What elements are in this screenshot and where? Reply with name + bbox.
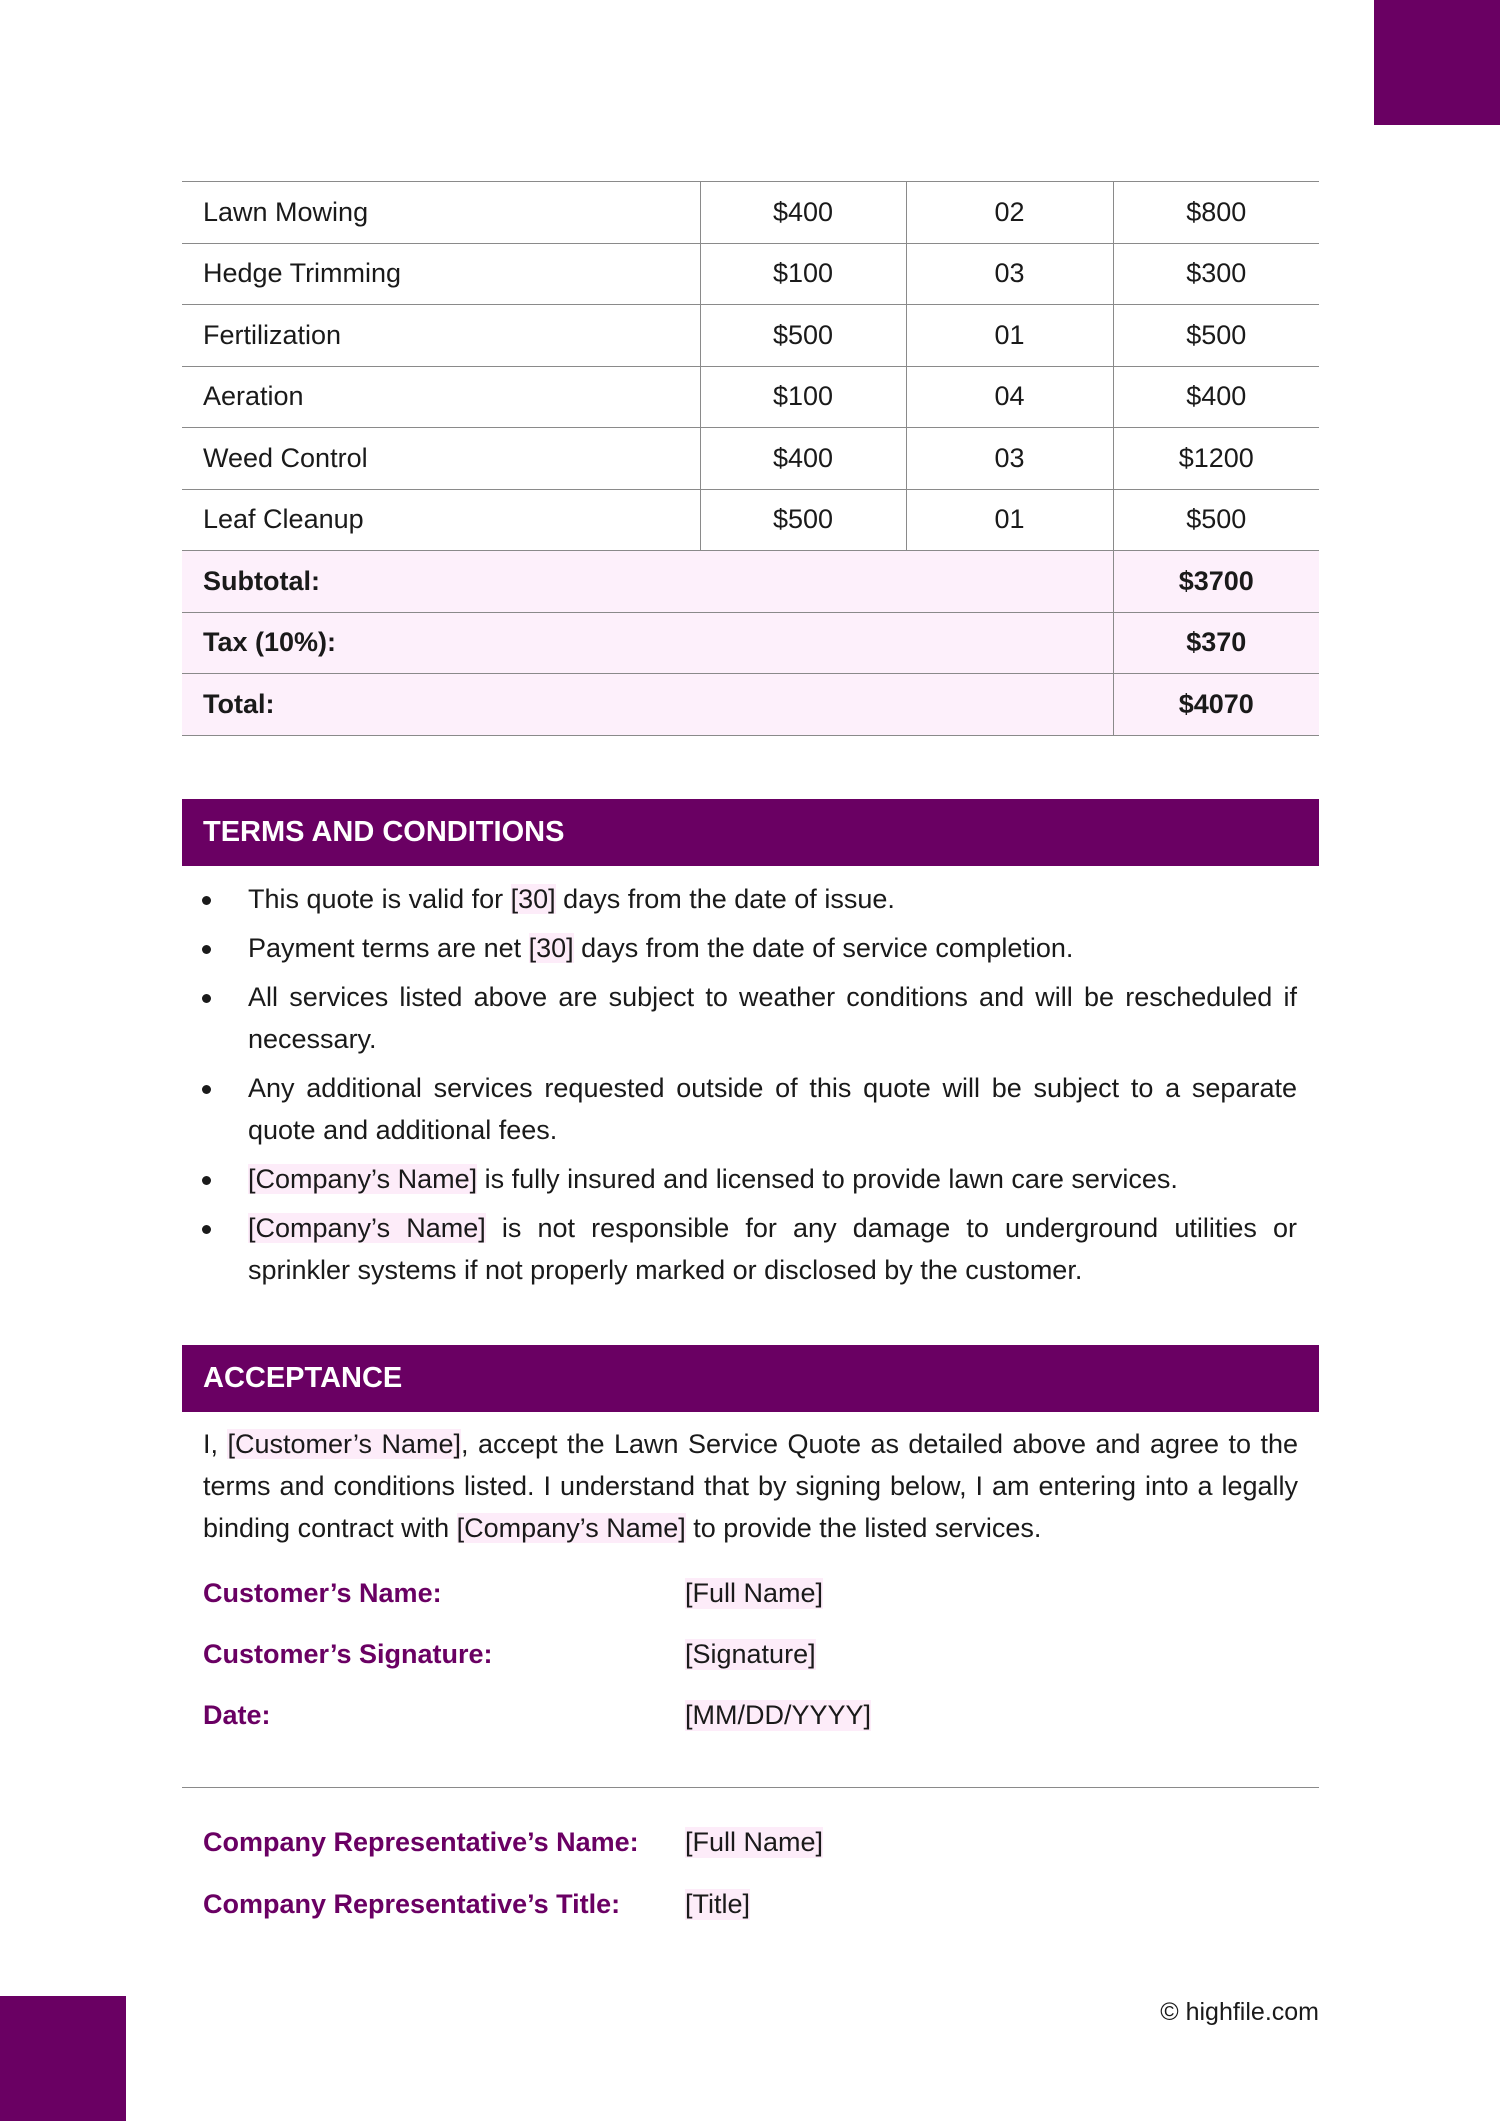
terms-heading: TERMS AND CONDITIONS (182, 799, 1319, 866)
table-row (182, 243, 1319, 305)
service-name: Aeration (182, 366, 700, 428)
list-item (182, 1158, 1297, 1200)
bullet-icon (202, 945, 211, 954)
subtotal-row (182, 551, 1319, 613)
list-item (182, 927, 1297, 969)
service-qty: 02 (906, 182, 1113, 244)
service-qty: 01 (906, 489, 1113, 551)
customer-name-row (203, 1578, 1298, 1618)
service-price: $100 (700, 243, 906, 305)
customer-signature-label: Customer’s Signature: (203, 1639, 493, 1669)
service-name: Fertilization (182, 305, 700, 367)
bullet-icon (202, 1225, 211, 1234)
service-total: $800 (1113, 182, 1319, 244)
service-qty: 03 (906, 243, 1113, 305)
list-item (182, 1067, 1297, 1151)
service-total: $400 (1113, 366, 1319, 428)
service-qty: 03 (906, 428, 1113, 490)
tax-value: $370 (1113, 612, 1319, 674)
acceptance-text: to provide the listed services. (685, 1513, 1042, 1543)
rep-name-row (203, 1827, 1298, 1867)
rep-title-row (203, 1889, 1298, 1929)
customer-signature-row (203, 1639, 1298, 1679)
list-item (182, 976, 1297, 1060)
rep-title-label: Company Representative’s Title: (203, 1889, 621, 1919)
term-text: is not responsible for any damage to underground utilities or sprinkler systems if not properly marked or disclosed by the customer. (248, 1213, 1297, 1285)
service-name: Lawn Mowing (182, 182, 700, 244)
placeholder-company-name[interactable]: [Company’s Name] (248, 1164, 478, 1194)
date-field[interactable]: [MM/DD/YYYY] (685, 1700, 872, 1730)
divider (182, 1787, 1319, 1788)
table-row (182, 489, 1319, 551)
table-row (182, 366, 1319, 428)
date-label: Date: (203, 1700, 271, 1730)
acceptance-heading: ACCEPTANCE (182, 1345, 1319, 1412)
term-text: All services listed above are subject to weather conditions and will be rescheduled if necessary. (248, 982, 1297, 1054)
acceptance-text: , accept the Lawn Service Quote as detailed above and agree to the terms and conditions listed. I understand that by signing below, I am entering into a legally binding contract with (203, 1429, 1298, 1543)
service-price: $500 (700, 305, 906, 367)
list-item (182, 1207, 1297, 1291)
subtotal-label: Subtotal: (182, 551, 1113, 613)
term-text: Any additional services requested outside of this quote will be subject to a separate quote and additional fees. (248, 1073, 1297, 1145)
placeholder-days[interactable]: [30] (528, 933, 574, 963)
placeholder-company-name[interactable]: [Company’s Name] (248, 1213, 486, 1243)
term-text: Payment terms are net (248, 933, 529, 963)
rep-name-field[interactable]: [Full Name] (685, 1827, 824, 1857)
services-table (182, 181, 1319, 736)
service-total: $500 (1113, 489, 1319, 551)
list-item (182, 878, 1297, 920)
table-row (182, 182, 1319, 244)
service-total: $500 (1113, 305, 1319, 367)
table-row (182, 305, 1319, 367)
service-name: Hedge Trimming (182, 243, 700, 305)
service-price: $400 (700, 428, 906, 490)
placeholder-customer-name[interactable]: [Customer’s Name] (227, 1429, 461, 1459)
tax-label: Tax (10%): (182, 612, 1113, 674)
service-price: $400 (700, 182, 906, 244)
bullet-icon (202, 896, 211, 905)
service-total: $300 (1113, 243, 1319, 305)
service-qty: 04 (906, 366, 1113, 428)
bullet-icon (202, 994, 211, 1003)
service-price: $500 (700, 489, 906, 551)
footer-copyright: © highfile.com (1160, 1998, 1319, 2026)
terms-list (182, 878, 1297, 1298)
acceptance-text: I, (203, 1429, 228, 1459)
table-row (182, 428, 1319, 490)
term-text: This quote is valid for (248, 884, 511, 914)
term-text: days from the date of issue. (555, 884, 895, 914)
total-value: $4070 (1113, 674, 1319, 736)
customer-name-label: Customer’s Name: (203, 1578, 442, 1608)
corner-decoration-top-right (1374, 0, 1500, 125)
placeholder-company-name[interactable]: [Company’s Name] (456, 1513, 686, 1543)
service-name: Weed Control (182, 428, 700, 490)
service-qty: 01 (906, 305, 1113, 367)
subtotal-value: $3700 (1113, 551, 1319, 613)
bullet-icon (202, 1085, 211, 1094)
corner-decoration-bottom-left (0, 1996, 126, 2121)
tax-row (182, 612, 1319, 674)
service-total: $1200 (1113, 428, 1319, 490)
acceptance-paragraph (203, 1423, 1298, 1549)
customer-signature-field[interactable]: [Signature] (685, 1639, 816, 1669)
term-text: is fully insured and licensed to provide lawn care services. (477, 1164, 1178, 1194)
service-price: $100 (700, 366, 906, 428)
service-name: Leaf Cleanup (182, 489, 700, 551)
rep-name-label: Company Representative’s Name: (203, 1827, 639, 1857)
rep-title-field[interactable]: [Title] (685, 1889, 751, 1919)
bullet-icon (202, 1176, 211, 1185)
term-text: days from the date of service completion. (573, 933, 1074, 963)
customer-name-field[interactable]: [Full Name] (685, 1578, 824, 1608)
total-label: Total: (182, 674, 1113, 736)
date-row (203, 1700, 1298, 1740)
total-row (182, 674, 1319, 736)
placeholder-days[interactable]: [30] (510, 884, 556, 914)
